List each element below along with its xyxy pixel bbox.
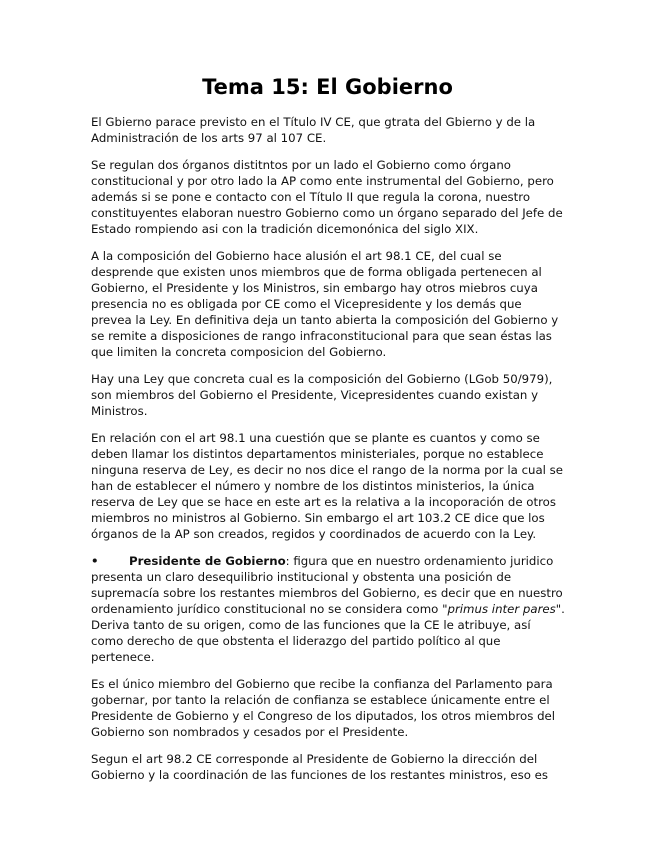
paragraph-2: Se regulan dos órganos distitntos por un lado el Gobierno como órgano constitucional y por otro lado la AP como ente instrumental del Gobierno, pero además si se pone e contacto con el Título II que regula la corona, nuestro constituyentes elaboran nuestro Gobierno como un órgano separado del Jefe de Estado rompiendo asi con la tradición dicemonónica del siglo XIX. (91, 158, 563, 236)
document-body (91, 114, 565, 794)
paragraph-4: Hay una Ley que concreta cual es la composición del Gobierno (LGob 50/979), son miembros del Gobierno el Presidente, Vicepresidentes cuando existan y Ministros. (91, 372, 553, 418)
page-title: Tema 15: El Gobierno (202, 75, 453, 99)
bullet-marker: • (91, 554, 99, 568)
bullet-text-before-italic: : figura que en nuestro ordenamiento juridico presenta un claro desequilibrio institucional y obstenta una posición de supremacía sobre los restantes miembros del Gobierno, es decir que en nuestro ordenamiento jurídico constitucional no se considera como " (91, 554, 563, 616)
bullet-item-presidente (91, 553, 565, 665)
bullet-bold-lead: Presidente de Gobierno (129, 554, 286, 568)
paragraph-5: En relación con el art 98.1 una cuestión que se plante es cuantos y como se deben llamar los distintos departamentos ministeriales, porque no establece ninguna reserva de Ley, es decir no nos dice el rango de la norma por la cual se han de establecer el número y nombre de los distintos ministerios, la única reserva de Ley que se hace en este art es la relativa a la incoporación de otros miembros no ministros al Gobierno. Sin embargo el art 103.2 CE dice que los órganos de la AP son creados, regidos y coordinados de acuerdo con la Ley. (91, 431, 564, 541)
bullet-text-after-italic: ". Deriva tanto de su origen, como de las funciones que la CE le atribuye, así como derecho de que obstenta el liderazgo del partido político al que pertenece. (91, 602, 565, 664)
paragraph-6: Es el único miembro del Gobierno que recibe la confianza del Parlamento para gobernar, por tanto la relación de confianza se establece únicamente entre el Presidente de Gobierno y el Congreso de los diputados, los otros miembros del Gobierno son nombrados y cesados por el Presidente. (91, 677, 556, 739)
paragraph-7: Segun el art 98.2 CE corresponde al Presidente de Gobierno la dirección del Gobierno y la coordinación de las funciones de los restantes ministros, eso es (91, 752, 549, 782)
bullet-italic-phrase: primus inter pares (447, 602, 556, 616)
paragraph-3: A la composición del Gobierno hace alusión el art 98.1 CE, del cual se desprende que existen unos miembros que de forma obligada pertenecen al Gobierno, el Presidente y los Ministros, sin embargo hay otros miebros cuya presencia no es obligada por CE como el Vicepresidente y los demás que prevea la Ley. En definitiva deja un tanto abierta la composición del Gobierno y se remite a disposiciones de rango infraconstitucional para que sean éstas las que limiten la concreta composicion del Gobierno. (91, 249, 559, 359)
paragraph-1: El Gbierno parace previsto en el Título IV CE, que gtrata del Gbierno y de la Administración de los arts 97 al 107 CE. (91, 115, 536, 145)
